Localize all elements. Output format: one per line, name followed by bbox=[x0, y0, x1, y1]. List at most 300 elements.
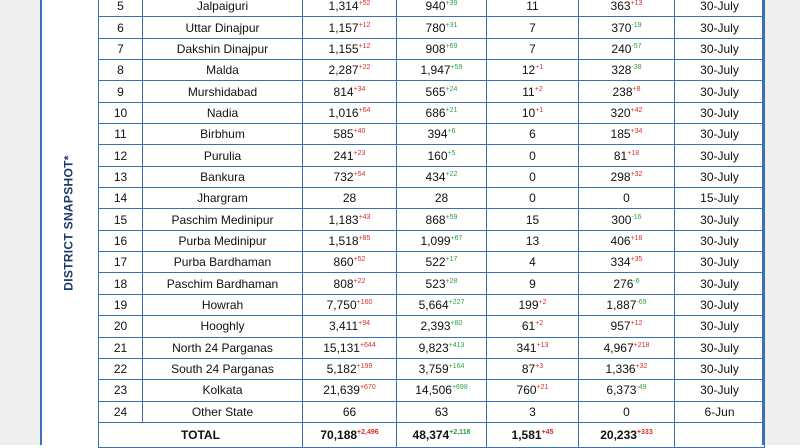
discharged-cell-value: 523 bbox=[425, 276, 446, 291]
deaths-cell-value: 10 bbox=[521, 105, 536, 120]
discharged-cell-change: +698 bbox=[451, 384, 468, 392]
deaths-cell bbox=[487, 0, 579, 17]
discharged-cell-value: 1,947 bbox=[420, 63, 451, 78]
total-cases-cell bbox=[303, 273, 397, 294]
total-cases-cell-change: +40 bbox=[353, 128, 366, 136]
district-cell-value: Malda bbox=[206, 63, 239, 78]
district-cell bbox=[143, 124, 303, 145]
district-cell-value: Nadia bbox=[206, 105, 239, 120]
discharged-cell-value: 14,506 bbox=[415, 383, 452, 398]
total-cases-cell-value: 814 bbox=[333, 84, 354, 99]
total-cases-cell-change: +22 bbox=[358, 64, 371, 72]
discharged-cell-value: 160 bbox=[427, 148, 448, 163]
total-cases-cell-change: +670 bbox=[359, 384, 376, 392]
last-updated-cell bbox=[675, 380, 765, 401]
last-updated-cell-value: 30-July bbox=[700, 212, 739, 227]
district-cell bbox=[143, 273, 303, 294]
total-cases-cell bbox=[303, 38, 397, 59]
active-cases-cell bbox=[579, 358, 675, 379]
serial-no-cell-value: 21 bbox=[113, 340, 128, 355]
deaths-cell-value: 4 bbox=[529, 255, 536, 270]
last-updated-cell-value: 30-July bbox=[700, 233, 739, 248]
district-cell bbox=[143, 145, 303, 166]
total-cases-cell bbox=[303, 124, 397, 145]
total-label-cell-value: TOTAL bbox=[181, 427, 220, 442]
discharged-cell bbox=[397, 401, 487, 422]
deaths-cell-value: 0 bbox=[529, 191, 536, 206]
discharged-cell bbox=[397, 294, 487, 315]
district-cell bbox=[143, 380, 303, 401]
deaths-cell-value: 61 bbox=[521, 319, 536, 334]
serial-no-cell-value: 5 bbox=[117, 0, 124, 14]
active-cases-cell bbox=[579, 81, 675, 102]
total-deaths-cell bbox=[487, 422, 579, 447]
last-updated-cell bbox=[675, 358, 765, 379]
serial-no-cell-value: 17 bbox=[113, 255, 128, 270]
district-cell bbox=[143, 38, 303, 59]
deaths-cell-change: +3 bbox=[535, 363, 544, 371]
total-cases-cell-change: +94 bbox=[358, 320, 370, 328]
last-updated-cell-value: 30-July bbox=[700, 63, 739, 78]
active-cases-cell-change: +13 bbox=[630, 0, 643, 8]
table-row bbox=[99, 145, 765, 166]
serial-no-cell bbox=[99, 252, 143, 273]
active-cases-cell-value: 238 bbox=[612, 84, 633, 99]
table-row bbox=[99, 81, 765, 102]
district-cell-value: Purulia bbox=[203, 148, 242, 163]
active-cases-cell-change: -69 bbox=[636, 298, 647, 306]
total-row bbox=[99, 422, 765, 447]
district-cell bbox=[143, 60, 303, 81]
active-cases-cell-change: +35 bbox=[630, 256, 643, 264]
active-cases-cell-value: 1,336 bbox=[605, 362, 636, 377]
last-updated-cell-value: 6-Jun bbox=[704, 404, 735, 419]
last-updated-cell bbox=[675, 124, 765, 145]
last-updated-cell-value: 30-July bbox=[700, 0, 739, 14]
last-updated-cell-value: 30-July bbox=[700, 362, 739, 377]
district-cell-value: Bankura bbox=[200, 169, 245, 184]
active-cases-cell-change: +32 bbox=[630, 170, 643, 178]
deaths-cell bbox=[487, 102, 579, 123]
deaths-cell-value: 0 bbox=[529, 169, 536, 184]
total-cases-cell-change: +199 bbox=[356, 363, 373, 371]
last-updated-cell bbox=[675, 38, 765, 59]
last-updated-cell-value: 30-July bbox=[700, 105, 739, 120]
discharged-cell-change: +31 bbox=[445, 21, 458, 29]
total-cases-cell-value: 5,182 bbox=[326, 362, 357, 377]
total-discharged-cell-value: 48,374 bbox=[412, 427, 450, 442]
total-deaths-cell-change: +45 bbox=[541, 428, 554, 436]
table-row bbox=[99, 316, 765, 337]
active-cases-cell bbox=[579, 188, 675, 209]
serial-no-cell-value: 10 bbox=[113, 105, 128, 120]
discharged-cell-value: 780 bbox=[425, 20, 446, 35]
serial-no-cell bbox=[99, 230, 143, 251]
serial-no-cell-value: 6 bbox=[117, 20, 124, 35]
serial-no-cell bbox=[99, 60, 143, 81]
discharged-cell-change: +21 bbox=[445, 106, 458, 114]
serial-no-cell bbox=[99, 145, 143, 166]
active-cases-cell-value: 334 bbox=[610, 255, 631, 270]
table-row bbox=[99, 273, 765, 294]
active-cases-cell-change: +218 bbox=[633, 341, 650, 349]
last-updated-cell-value: 30-July bbox=[700, 148, 739, 163]
active-cases-cell bbox=[579, 38, 675, 59]
district-cell-value: Jalpaiguri bbox=[196, 0, 249, 14]
deaths-cell-value: 341 bbox=[516, 340, 537, 355]
discharged-cell-change: +5 bbox=[447, 149, 456, 157]
serial-no-cell bbox=[99, 102, 143, 123]
last-updated-cell-value: 30-July bbox=[700, 169, 739, 184]
serial-no-cell-value: 19 bbox=[113, 297, 128, 312]
page-margin-left bbox=[0, 0, 40, 445]
total-cases-cell-value: 7,750 bbox=[326, 297, 357, 312]
active-cases-cell-value: 4,967 bbox=[603, 340, 634, 355]
table-row bbox=[99, 358, 765, 379]
district-cell-value: Paschim Bardhaman bbox=[166, 276, 279, 291]
discharged-cell bbox=[397, 209, 487, 230]
serial-no-cell bbox=[99, 294, 143, 315]
table-row bbox=[99, 230, 765, 251]
total-cases-cell-value: 585 bbox=[333, 127, 354, 142]
discharged-cell bbox=[397, 124, 487, 145]
total-cases-cell bbox=[303, 230, 397, 251]
discharged-cell bbox=[397, 145, 487, 166]
serial-no-cell bbox=[99, 316, 143, 337]
discharged-cell-value: 5,664 bbox=[418, 297, 449, 312]
active-cases-cell-value: 185 bbox=[610, 127, 631, 142]
deaths-cell bbox=[487, 17, 579, 38]
serial-no-cell-value: 7 bbox=[117, 41, 124, 56]
active-cases-cell-change: -38 bbox=[631, 64, 642, 72]
total-cases-cell-change: +23 bbox=[353, 149, 366, 157]
last-updated-cell-value: 30-July bbox=[700, 255, 739, 270]
total-cases-cell bbox=[303, 380, 397, 401]
district-cell bbox=[143, 102, 303, 123]
serial-no-cell-value: 15 bbox=[113, 212, 128, 227]
active-cases-cell-value: 328 bbox=[611, 63, 632, 78]
serial-no-cell-value: 23 bbox=[113, 383, 128, 398]
discharged-cell-value: 908 bbox=[425, 41, 446, 56]
active-cases-cell bbox=[579, 401, 675, 422]
district-cell-value: Jhargram bbox=[197, 191, 248, 206]
discharged-cell-value: 63 bbox=[434, 404, 449, 419]
deaths-cell bbox=[487, 294, 579, 315]
district-cell bbox=[143, 81, 303, 102]
total-cases-cell-value: 1,314 bbox=[328, 0, 359, 14]
active-cases-cell-value: 1,887 bbox=[606, 297, 637, 312]
last-updated-cell bbox=[675, 166, 765, 187]
last-updated-cell bbox=[675, 337, 765, 358]
total-cases-cell-value: 1,157 bbox=[328, 20, 359, 35]
deaths-cell-change: +1 bbox=[535, 64, 544, 72]
discharged-cell bbox=[397, 102, 487, 123]
page-margin-right bbox=[764, 0, 800, 445]
deaths-cell-value: 0 bbox=[529, 148, 536, 163]
district-cell-value: Kolkata bbox=[202, 383, 243, 398]
serial-no-cell bbox=[99, 401, 143, 422]
total-cases-cell-value: 1,155 bbox=[328, 41, 359, 56]
district-cell-value: Purba Medinipur bbox=[178, 233, 267, 248]
active-cases-cell bbox=[579, 166, 675, 187]
last-updated-cell-value: 30-July bbox=[700, 20, 739, 35]
serial-no-cell bbox=[99, 337, 143, 358]
district-cell-value: Uttar Dinajpur bbox=[185, 20, 260, 35]
discharged-cell-change: +80 bbox=[450, 320, 463, 328]
table-row bbox=[99, 0, 765, 17]
discharged-cell bbox=[397, 17, 487, 38]
active-cases-cell bbox=[579, 273, 675, 294]
active-cases-cell-value: 0 bbox=[623, 191, 630, 206]
deaths-cell bbox=[487, 124, 579, 145]
discharged-cell bbox=[397, 0, 487, 17]
table-row bbox=[99, 166, 765, 187]
serial-no-cell bbox=[99, 0, 143, 17]
serial-no-cell-value: 16 bbox=[113, 233, 128, 248]
discharged-cell-value: 1,099 bbox=[420, 233, 451, 248]
discharged-cell-change: +69 bbox=[445, 42, 458, 50]
total-cases-cell-change: +43 bbox=[358, 213, 371, 221]
deaths-cell-change: +2 bbox=[538, 298, 547, 306]
active-cases-cell-change: +32 bbox=[635, 363, 648, 371]
discharged-cell-change: +59 bbox=[450, 64, 463, 72]
discharged-cell-value: 3,759 bbox=[418, 362, 449, 377]
total-cases-cell-change: +12 bbox=[358, 21, 371, 29]
last-updated-cell bbox=[675, 252, 765, 273]
total-cases-cell-value: 808 bbox=[333, 276, 354, 291]
active-cases-cell-value: 320 bbox=[610, 105, 631, 120]
last-updated-cell bbox=[675, 102, 765, 123]
discharged-cell bbox=[397, 188, 487, 209]
district-cell bbox=[143, 17, 303, 38]
total-cases-cell bbox=[303, 294, 397, 315]
discharged-cell bbox=[397, 252, 487, 273]
deaths-cell-change: +2 bbox=[534, 85, 543, 93]
total-date-cell bbox=[675, 422, 765, 447]
deaths-cell bbox=[487, 38, 579, 59]
deaths-cell bbox=[487, 252, 579, 273]
table-row bbox=[99, 60, 765, 81]
serial-no-cell bbox=[99, 380, 143, 401]
serial-no-cell bbox=[99, 38, 143, 59]
active-cases-cell bbox=[579, 337, 675, 358]
serial-no-cell bbox=[99, 209, 143, 230]
active-cases-cell bbox=[579, 102, 675, 123]
table-row bbox=[99, 209, 765, 230]
table-row bbox=[99, 401, 765, 422]
discharged-cell-change: +22 bbox=[445, 170, 458, 178]
total-cases-cell bbox=[303, 188, 397, 209]
deaths-cell-change: +13 bbox=[536, 341, 549, 349]
deaths-cell bbox=[487, 337, 579, 358]
total-active-cell-value: 20,233 bbox=[600, 427, 637, 442]
district-cell bbox=[143, 0, 303, 17]
district-cell-value: North 24 Parganas bbox=[172, 340, 273, 355]
deaths-cell-value: 760 bbox=[516, 383, 537, 398]
total-cases-cell bbox=[303, 401, 397, 422]
last-updated-cell bbox=[675, 401, 765, 422]
last-updated-cell-value: 30-July bbox=[700, 41, 739, 56]
table-row bbox=[99, 124, 765, 145]
last-updated-cell-value: 30-July bbox=[700, 276, 739, 291]
discharged-cell bbox=[397, 38, 487, 59]
total-cases-cell-value: 1,183 bbox=[328, 212, 359, 227]
total-cases-cell-value: 28 bbox=[342, 191, 357, 206]
active-cases-cell-change: +8 bbox=[632, 85, 641, 93]
deaths-cell bbox=[487, 60, 579, 81]
discharged-cell-change: +6 bbox=[447, 128, 456, 136]
active-cases-cell bbox=[579, 17, 675, 38]
discharged-cell bbox=[397, 273, 487, 294]
active-cases-cell-change: +42 bbox=[630, 106, 643, 114]
discharged-cell-value: 9,823 bbox=[418, 340, 449, 355]
district-cell bbox=[143, 401, 303, 422]
total-cases-cell-change: +52 bbox=[358, 0, 371, 8]
discharged-cell-value: 394 bbox=[427, 127, 448, 142]
deaths-cell bbox=[487, 188, 579, 209]
last-updated-cell bbox=[675, 188, 765, 209]
active-cases-cell bbox=[579, 316, 675, 337]
total-cases-cell-value: 1,016 bbox=[328, 105, 359, 120]
total-active-cell bbox=[579, 422, 675, 447]
district-cell-value: South 24 Parganas bbox=[171, 362, 274, 377]
serial-no-cell bbox=[99, 166, 143, 187]
deaths-cell-value: 9 bbox=[529, 276, 536, 291]
last-updated-cell bbox=[675, 209, 765, 230]
table-row bbox=[99, 380, 765, 401]
discharged-cell-value: 940 bbox=[425, 0, 446, 14]
discharged-cell-change: +227 bbox=[448, 298, 465, 306]
serial-no-cell-value: 22 bbox=[113, 362, 128, 377]
total-label-cell bbox=[99, 422, 303, 447]
discharged-cell-change: +59 bbox=[445, 213, 458, 221]
last-updated-cell bbox=[675, 294, 765, 315]
discharged-cell bbox=[397, 358, 487, 379]
serial-no-cell bbox=[99, 124, 143, 145]
total-deaths-cell-value: 1,581 bbox=[511, 427, 542, 442]
deaths-cell-value: 3 bbox=[529, 404, 536, 419]
discharged-cell-change: +164 bbox=[448, 363, 465, 371]
active-cases-cell-value: 363 bbox=[610, 0, 631, 14]
deaths-cell bbox=[487, 145, 579, 166]
active-cases-cell-change: -57 bbox=[631, 42, 642, 50]
total-cases-cell-value: 860 bbox=[333, 255, 354, 270]
deaths-cell bbox=[487, 316, 579, 337]
serial-no-cell bbox=[99, 358, 143, 379]
serial-no-cell bbox=[99, 17, 143, 38]
district-cell-value: Murshidabad bbox=[187, 84, 258, 99]
last-updated-cell bbox=[675, 0, 765, 17]
total-cases-cell-change: +64 bbox=[358, 106, 371, 114]
deaths-cell bbox=[487, 209, 579, 230]
total-cases-cell bbox=[303, 102, 397, 123]
table-row bbox=[99, 188, 765, 209]
district-cell-value: Howrah bbox=[201, 297, 244, 312]
discharged-cell-change: +24 bbox=[445, 85, 458, 93]
last-updated-cell bbox=[675, 145, 765, 166]
active-cases-cell-value: 6,373 bbox=[606, 383, 637, 398]
deaths-cell-value: 12 bbox=[521, 63, 536, 78]
total-cases-cell-change: +52 bbox=[353, 256, 366, 264]
last-updated-cell bbox=[675, 81, 765, 102]
last-updated-cell-value: 15-July bbox=[700, 191, 739, 206]
total-cases-cell bbox=[303, 209, 397, 230]
active-cases-cell-value: 240 bbox=[611, 41, 632, 56]
discharged-cell bbox=[397, 60, 487, 81]
deaths-cell-change: +2 bbox=[535, 320, 544, 328]
discharged-cell-value: 28 bbox=[434, 191, 449, 206]
district-cell-value: Birbhum bbox=[200, 127, 245, 142]
total-cases-cell-change: +54 bbox=[353, 170, 366, 178]
discharged-cell-value: 868 bbox=[425, 212, 446, 227]
district-cell bbox=[143, 166, 303, 187]
discharged-cell-value: 522 bbox=[425, 255, 446, 270]
active-cases-cell-value: 406 bbox=[610, 233, 631, 248]
total-cases-cell bbox=[303, 17, 397, 38]
active-cases-cell bbox=[579, 0, 675, 17]
total-cases-cell bbox=[303, 81, 397, 102]
active-cases-cell-change: -6 bbox=[633, 277, 640, 285]
serial-no-cell-value: 8 bbox=[117, 63, 124, 78]
district-cell-value: Paschim Medinipur bbox=[171, 212, 274, 227]
district-cell bbox=[143, 209, 303, 230]
deaths-cell bbox=[487, 401, 579, 422]
last-updated-cell bbox=[675, 273, 765, 294]
deaths-cell bbox=[487, 273, 579, 294]
active-cases-cell bbox=[579, 294, 675, 315]
last-updated-cell-value: 30-July bbox=[700, 319, 739, 334]
deaths-cell-value: 199 bbox=[518, 297, 539, 312]
deaths-cell-value: 15 bbox=[525, 212, 540, 227]
total-cases-cell bbox=[303, 358, 397, 379]
district-cell-value: Dakshin Dinajpur bbox=[176, 41, 269, 56]
discharged-cell bbox=[397, 166, 487, 187]
total-cases-cell bbox=[303, 252, 397, 273]
deaths-cell-value: 11 bbox=[526, 0, 539, 14]
total-cases-cell-value: 2,287 bbox=[328, 63, 359, 78]
total-cases-cell bbox=[303, 166, 397, 187]
district-cell-value: Other State bbox=[191, 404, 254, 419]
discharged-cell bbox=[397, 380, 487, 401]
total-cases-cell bbox=[303, 337, 397, 358]
active-cases-cell bbox=[579, 252, 675, 273]
total-cases-cell bbox=[303, 316, 397, 337]
total-cases-cell-change: +2,496 bbox=[357, 428, 379, 436]
discharged-cell bbox=[397, 230, 487, 251]
discharged-cell bbox=[397, 337, 487, 358]
total-cases-cell bbox=[303, 422, 397, 447]
table-row bbox=[99, 337, 765, 358]
district-cell-value: Hooghly bbox=[200, 319, 245, 334]
district-cell bbox=[143, 188, 303, 209]
serial-no-cell-value: 13 bbox=[113, 169, 128, 184]
total-cases-cell-change: +644 bbox=[359, 341, 376, 349]
active-cases-cell-value: 276 bbox=[613, 276, 634, 291]
total-cases-cell-value: 1,518 bbox=[328, 233, 359, 248]
total-cases-cell-value: 3,411 bbox=[328, 319, 359, 334]
total-discharged-cell bbox=[397, 422, 487, 447]
last-updated-cell bbox=[675, 17, 765, 38]
deaths-cell-value: 6 bbox=[529, 127, 536, 142]
deaths-cell bbox=[487, 230, 579, 251]
total-cases-cell-change: +12 bbox=[358, 42, 371, 50]
last-updated-cell bbox=[675, 230, 765, 251]
table-row bbox=[99, 102, 765, 123]
last-updated-cell bbox=[675, 60, 765, 81]
discharged-cell-value: 434 bbox=[425, 169, 446, 184]
active-cases-cell bbox=[579, 209, 675, 230]
total-cases-cell-change: +160 bbox=[356, 298, 373, 306]
